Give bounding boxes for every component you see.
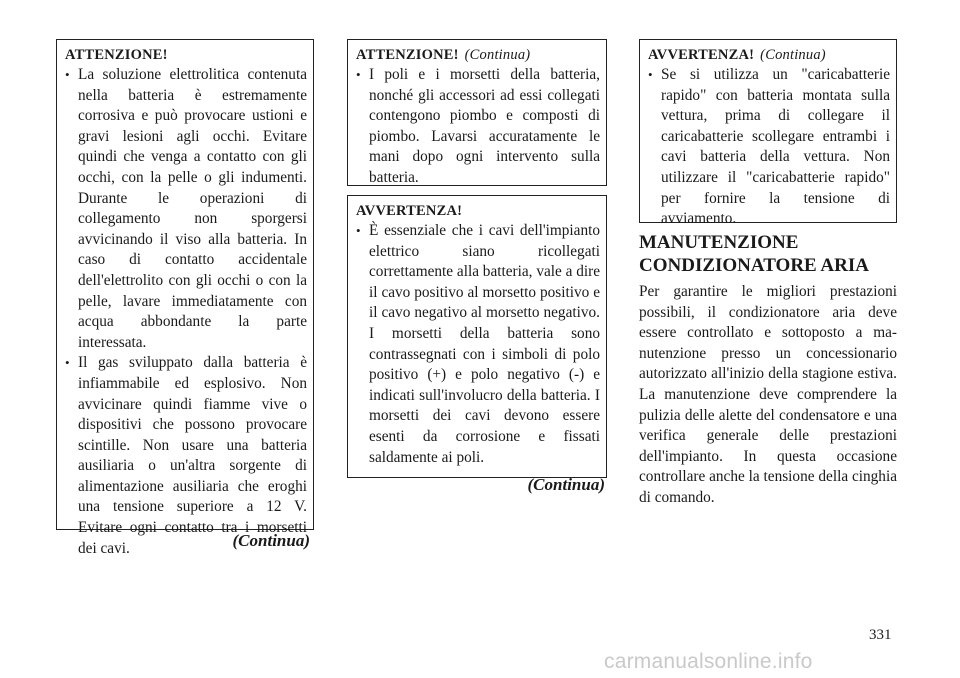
list-item-text: I poli e i morsetti della batteria, nonché gli accessori ad essi collegati contengono piombo e composti di piombo. Lavarsi accuratamente le mani dopo ogni intervento sulla batteria. (369, 66, 600, 186)
warning-box-avvertenza-continua (639, 39, 897, 228)
box-title-text: AVVERTENZA! (648, 47, 755, 63)
list-item-text: Se si utilizza un "caricabatterie rapido" con batteria montata sulla vettura, prima di collegare il caricabatterie scollegare entrambi i cavi batteria della vettura. Non utilizzare il "caricabatterie rapido" per fornire la tensione di avviamento. (661, 66, 890, 228)
bullet-list (648, 65, 890, 230)
bullet-icon: • (65, 67, 70, 82)
page-number: 331 (869, 627, 892, 643)
continua-label: (Continua) (527, 475, 605, 494)
column-1 (56, 39, 314, 557)
bullet-list (356, 221, 600, 468)
list-item-text: La soluzione elettrolitica contenuta nella batteria è estremamente corrosiva e può provocare ustioni e gravi lesioni agli occhi. Evitare quindi che venga a contatto con gli occhi, con la pelle o gli indumenti. Durante le operazioni di collegamento non sporgersi avvicinando il viso alla batteria. In caso di contatto accidentale dell'elettrolito con gli occhi o con la pelle, lavare immediatamente con acqua abbondante la parte interessata. (78, 66, 307, 351)
bullet-icon: • (648, 67, 653, 82)
list-item (356, 65, 600, 189)
box-title: AVVERTENZA! (356, 203, 463, 219)
continua-label: (Continua) (232, 531, 310, 550)
section-heading-line-2: CONDIZIONATORE ARIA (639, 255, 869, 276)
bullet-list (65, 65, 307, 559)
warning-box-attenzione-continua (347, 39, 607, 186)
warning-box-avvertenza (347, 195, 607, 478)
box-title (648, 46, 890, 65)
column-2 (347, 39, 607, 494)
watermark: carmanualsonline.info (604, 650, 813, 673)
list-item (65, 353, 307, 559)
box-title-continua: (Continua) (464, 47, 531, 63)
bullet-icon: • (65, 355, 70, 371)
box-title-continua: (Continua) (760, 47, 826, 63)
list-item-text: È essenziale che i cavi dell'impianto elettrico siano ricollegati correttamente alla batteria, vale a dire il cavo positivo al morsetto positivo e il cavo negativo al morsetto negativo. I morsetti della batteria sono contrassegnati con i simboli di polo positivo (+) e polo negativo (-) e indicati sull'involucro della batteria. I morsetti dei cavi devono essere esenti da corrosione e fissati saldamente ai poli. (369, 222, 601, 466)
box-title: ATTENZIONE! (65, 47, 168, 63)
list-item (356, 221, 600, 468)
bullet-icon: • (356, 67, 361, 82)
bullet-icon: • (356, 223, 361, 238)
list-item-text: Il gas sviluppato dalla batteria è infiammabile ed esplosivo. Non avvicinare quindi fiamme vive o dispositivi che possono provocare scintille. Non usare una batteria ausiliaria o un'altra sorgente di alimentazione ausiliaria che eroghi una tensione superiore a 12 V. Evitare ogni contatto tra i morsetti dei cavi. (78, 354, 307, 557)
list-item (648, 65, 890, 230)
section-heading (639, 231, 897, 277)
section-heading-line-1: MANUTENZIONE (639, 232, 799, 253)
section-body: Per garantire le migliori prestazioni possibili, il condizionatore aria deve essere controllato e sottoposto a manutenzione presso un concessionario autorizzato all'inizio della stagione estiva. La manutenzione deve comprendere la pulizia delle alette del condensatore e una verifica generale delle prestazioni dell'impianto. In questa occasione controllare anche la tensione della cinghia di comando. (639, 283, 897, 506)
list-item (65, 65, 307, 353)
box-title (356, 46, 600, 65)
box-title-text: ATTENZIONE! (356, 47, 459, 63)
bullet-list (356, 65, 600, 189)
column-3 (639, 39, 897, 509)
